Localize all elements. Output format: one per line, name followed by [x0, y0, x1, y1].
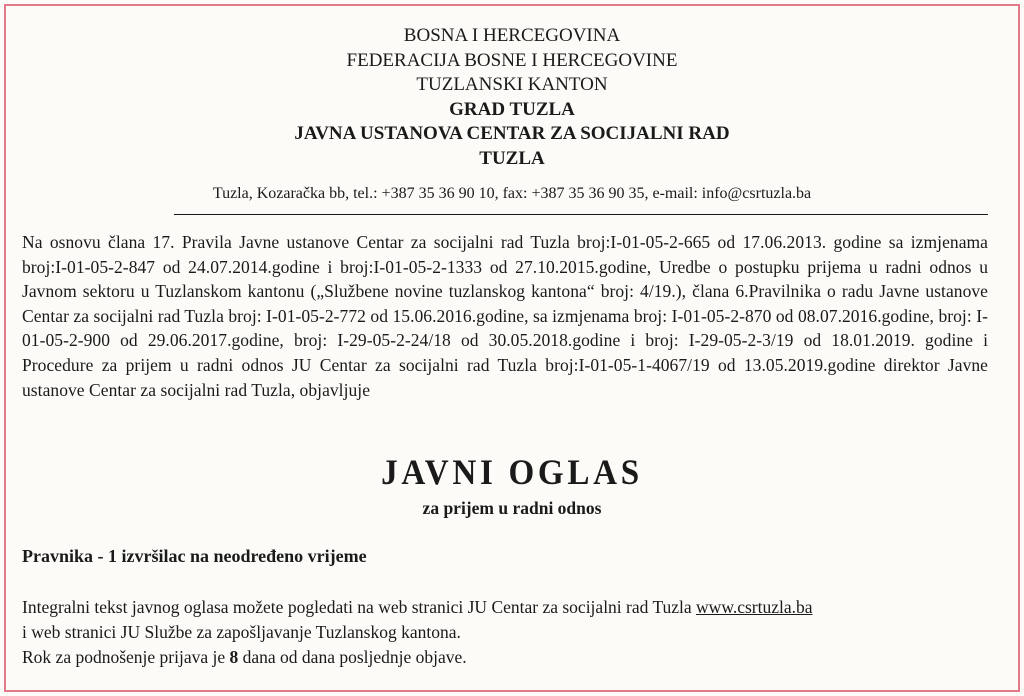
intro-paragraph: Na osnovu člana 17. Pravila Javne ustanove Centar za socijalni rad Tuzla broj:I-01-05-2-665 od 17.06.2013. godine sa izmjenama broj:I-01-05-2-847 od 24.07.2014.godine i broj:I-01-05-2-1333 od 27.10.2015.godine, Uredbe o postupku prijema u radni odnos u Javnom sektoru u Tuzlanskom kantonu („Službene novine tuzlanskog kantona“ broj: 4/19.), člana 6.Pravilnika o radu Javne ustanove Centar za socijalni rad Tuzla broj: I-01-05-2-772 od 15.06.2016.godine, sa izmjenama broj: I-01-05-2-870 od 08.07.2016.godine, broj: I-01-05-2-900 od 29.06.2017.godine, broj: I-29-05-2-24/18 od 30.05.2018.godine i broj: I-29-05-2-3/19 od 18.01.2019. godine i Procedure za prijem u radni odnos JU Centar za socijalni rad Tuzla broj:I-01-05-1-4067/19 od 13.05.2019.godine direktor Javne ustanove Centar za socijalni rad Tuzla, objavljuje — [22, 232, 988, 400]
header-institution: JAVNA USTANOVA CENTAR ZA SOCIJALNI RAD — [294, 123, 730, 144]
notice-title: JAVNI OGLAS — [381, 452, 643, 492]
info-line-2: i web stranici JU Službe za zapošljavanje Tuzlanskog kantona. — [22, 622, 461, 642]
contact-line: Tuzla, Kozaračka bb, tel.: +387 35 36 90 10, fax: +387 35 36 90 35, e-mail: info@csrtuzla.ba — [212, 185, 812, 202]
website-link[interactable]: www.csrtuzla.ba — [696, 597, 813, 617]
job-position: Pravnika - 1 izvršilac na neodređeno vrijeme — [22, 546, 367, 566]
info-line-3 — [22, 645, 994, 670]
header-canton: TUZLANSKI KANTON — [416, 74, 608, 95]
deadline-days: 8 — [229, 647, 239, 667]
deadline-suffix: dana od dana posljednje objave. — [238, 647, 467, 667]
header-city: GRAD TUZLA — [449, 98, 575, 120]
header-country: BOSNA I HERCEGOVINA — [403, 25, 621, 46]
info-line-1 — [22, 595, 994, 620]
header-institution-city: TUZLA — [479, 147, 545, 169]
info-line-1-text: Integralni tekst javnog oglasa možete pogledati na web stranici JU Centar za socijalni rad Tuzla — [22, 597, 697, 617]
header-divider — [174, 214, 988, 215]
notice-subtitle: za prijem u radni odnos — [422, 498, 602, 518]
header-federation: FEDERACIJA BOSNE I HERCEGOVINE — [346, 49, 678, 71]
letterhead — [0, 24, 1024, 171]
info-block — [22, 595, 994, 670]
deadline-prefix: Rok za podnošenje prijava je — [22, 647, 230, 667]
